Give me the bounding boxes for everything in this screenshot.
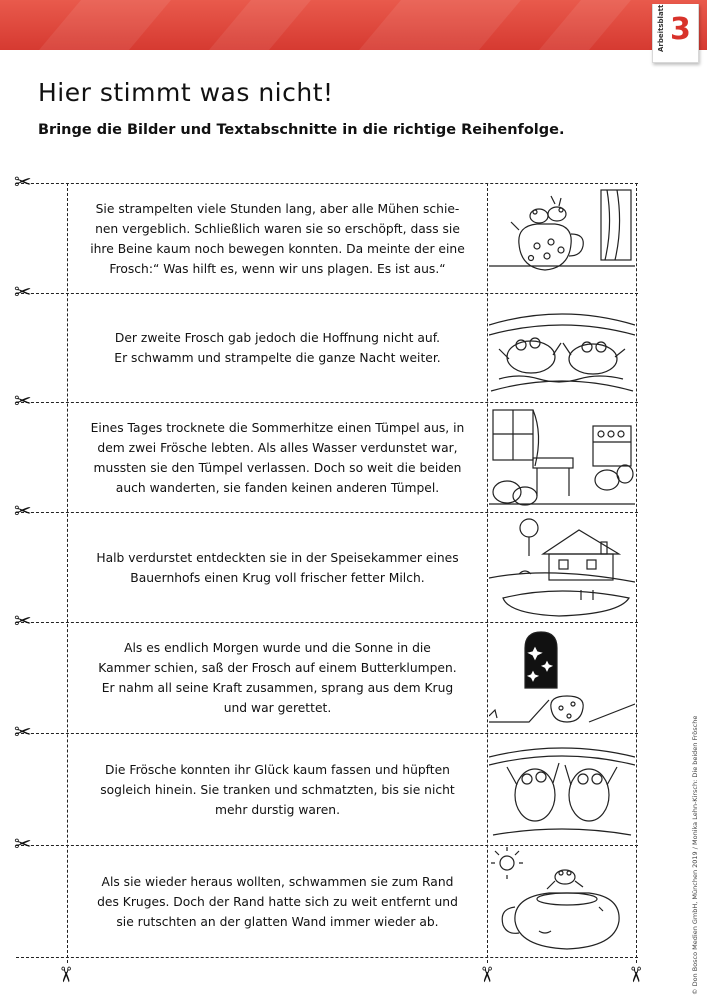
night-window-and-jug-drawing (489, 624, 635, 730)
cut-line (16, 512, 638, 513)
two-frogs-swimming-drawing (489, 295, 635, 399)
scissors-icon: ✂ (14, 389, 32, 413)
worksheet-tab (652, 4, 699, 63)
scissors-icon: ✂ (14, 280, 32, 304)
worksheet-number: 3 (670, 12, 691, 47)
scissors-icon: ✂ (14, 499, 32, 523)
story-text-1: Sie strampelten viele Stunden lang, aber alle Mühen schie- nen vergeblich. Schließlich waren sie so erschöpft, dass sie ihre Beine kaum noch bewegen konnten. Da meinte der eine Frosch:“ Was hilft es, wenn wir uns plagen. Es ist aus.“ (90, 202, 465, 276)
cut-line-right (636, 183, 637, 963)
cut-line (16, 183, 638, 184)
frog-jumping-from-jug-drawing (489, 847, 635, 954)
story-text-6: Die Frösche konnten ihr Glück kaum fassen und hüpften sogleich hinein. Sie tranken und schmatzten, bis sie nicht mehr durstig waren. (100, 762, 455, 817)
cut-line (16, 402, 638, 403)
cut-line (16, 845, 638, 846)
scissors-icon: ✂ (14, 609, 32, 633)
story-text-2: Der zweite Frosch gab jedoch die Hoffnung nicht auf. Er schwamm und strampelte die ganze Nacht weiter. (114, 331, 441, 365)
instruction-text: Bringe die Bilder und Textabschnitte in die richtige Reihenfolge. (38, 122, 565, 138)
worksheet-tab-label: Arbeitsblatt (657, 4, 665, 52)
scissors-icon: ✂ (14, 170, 32, 194)
cut-line-left (67, 183, 68, 963)
scissors-icon: ✂ (474, 965, 499, 984)
story-text-3: Eines Tages trocknete die Sommerhitze einen Tümpel aus, in dem zwei Frösche lebten. Als alles Wasser verdunstet war, mussten sie den Tümpel verlassen. Doch so weit die beiden auch wanderten, sie fanden keinen anderen Tümpel. (90, 420, 465, 495)
cut-line-middle (487, 183, 488, 963)
page-title: Hier stimmt was nicht! (38, 78, 334, 107)
frogs-climbing-jug-wall-drawing (489, 735, 635, 842)
cut-line (16, 957, 638, 958)
story-text-7: Als sie wieder heraus wollten, schwammen sie zum Rand des Kruges. Doch der Rand hatte sich zu weit entfernt und sie rutschten an der glatten Wand immer wieder ab. (97, 874, 458, 929)
pantry-room-drawing (489, 404, 635, 509)
cut-line (16, 293, 638, 294)
story-text-4: Halb verdurstet entdeckten sie in der Speisekammer eines Bauernhofs einen Krug voll frischer fetter Milch. (96, 550, 459, 585)
scissors-icon: ✂ (14, 720, 32, 744)
cut-line (16, 622, 638, 623)
scissors-icon: ✂ (14, 832, 32, 856)
scissors-icon: ✂ (53, 965, 78, 984)
header-banner (0, 0, 707, 50)
frogs-on-milk-jug-drawing (489, 186, 635, 290)
scissors-icon: ✂ (623, 965, 648, 984)
copyright-credit: © Don Bosco Medien GmbH, München 2019 / Monika Lehn-Kirsch: Die beiden Frösche (691, 715, 699, 995)
story-text-5: Als es endlich Morgen wurde und die Sonne in die Kammer schien, saß der Frosch auf einem Butterklumpen. Er nahm all seine Kraft zusammen, sprang aus dem Krug und war gerettet. (98, 641, 457, 715)
cut-line (16, 733, 638, 734)
farmhouse-and-pond-drawing (489, 514, 635, 619)
